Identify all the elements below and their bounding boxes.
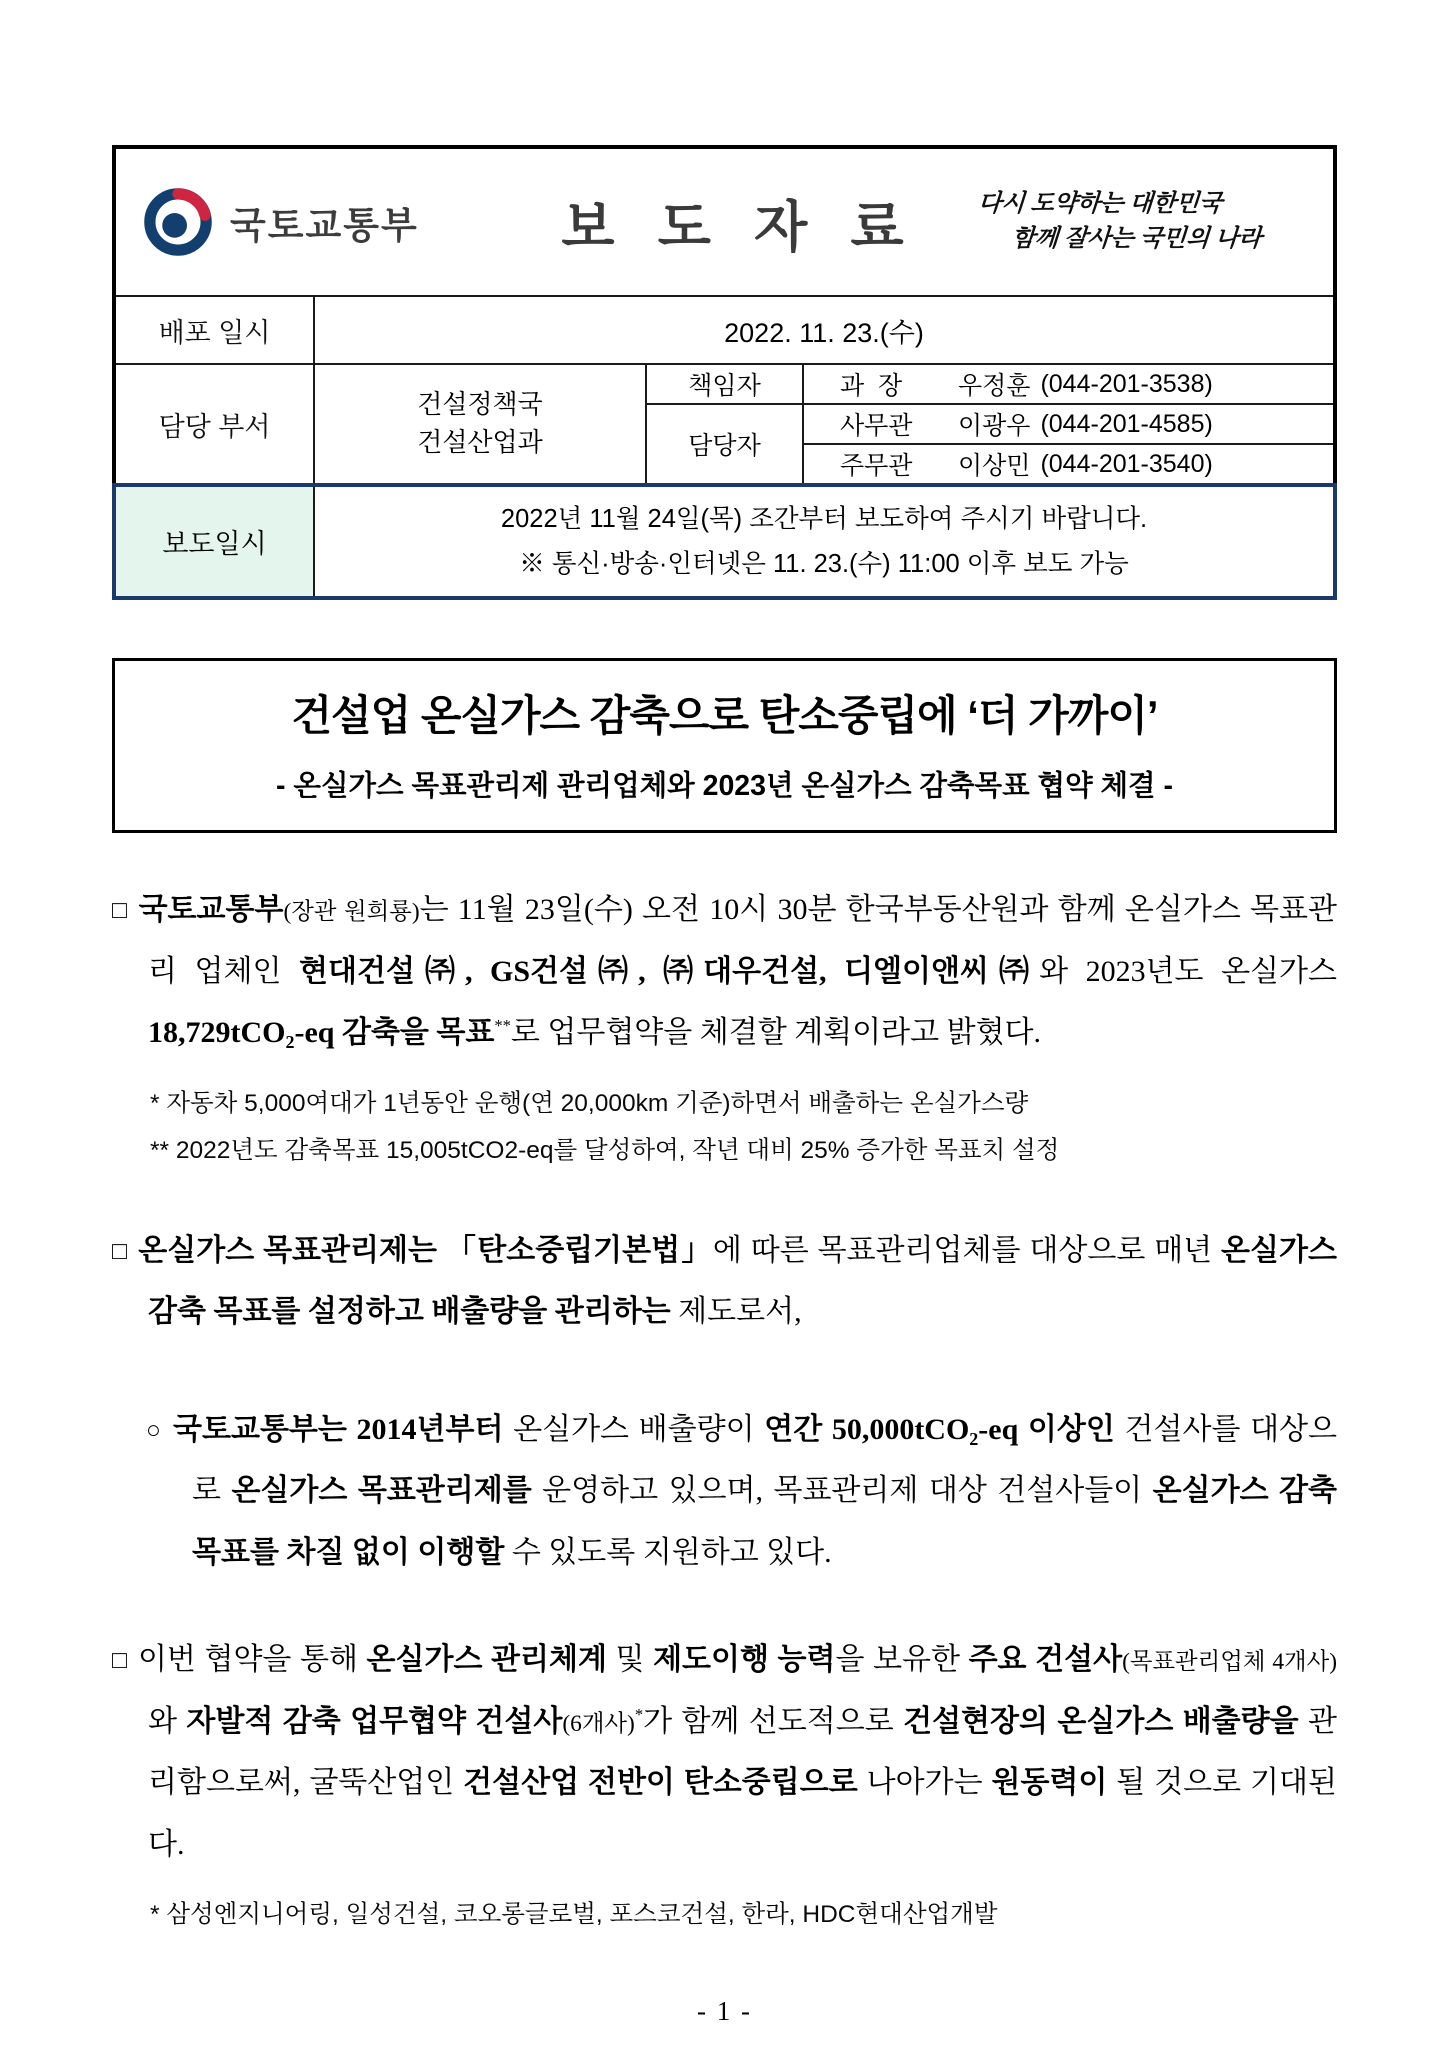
department-division: 건설산업과 (417, 427, 543, 457)
text-run: 와 (148, 1704, 187, 1738)
text-run: 나아가는 (857, 1766, 992, 1800)
text-run: 건설사를 대상으로 (192, 1412, 1338, 1508)
dispatch-date-label: 배포 일시 (116, 297, 313, 363)
text-run: 온실가스 감축 목표를 설정하고 배출량을 관리하는 (148, 1233, 1337, 1329)
release-date-value (315, 487, 1333, 596)
text-run: 로 업무협약을 체결할 계획이라고 밝혔다. (510, 1016, 1042, 1050)
circle-bullet-marker: ○ (146, 1416, 163, 1444)
molit-taegeuk-icon (142, 186, 214, 258)
text-run: 연간 50,000tCO₂-eq 이상인 (764, 1412, 1115, 1446)
contact-position: 과 장 (840, 372, 903, 400)
text-run: * (634, 1704, 644, 1724)
text-run: 을 보유한 (835, 1643, 969, 1677)
text-run: 와 2023년도 온실가스 (1039, 954, 1337, 988)
slogan-line1: 다시 도약하는 대한민국 (977, 191, 1223, 218)
paragraph (112, 1220, 1337, 1343)
contact-row (804, 365, 1333, 403)
text-run: 가 함께 선도적으로 (643, 1704, 904, 1738)
square-bullet-marker: □ (112, 1237, 129, 1265)
contact-position: 주무관 (840, 452, 913, 480)
contact-position: 사무관 (840, 412, 913, 440)
contact-phone: (044-201-3540) (1040, 449, 1213, 478)
text-run: 「탄소중립기본법」 (445, 1233, 713, 1267)
square-bullet-marker: □ (112, 897, 129, 925)
footnote-block (112, 1080, 1337, 1174)
square-bullet-marker: □ (112, 1647, 128, 1675)
paragraph (112, 1629, 1337, 1875)
text-run: ** (494, 1016, 511, 1036)
footnote-line: * 자동차 5,000여대가 1년동안 운행(연 20,000km 기준)하면서 배출하는 온실가스량 (150, 1089, 1029, 1117)
paragraph (112, 879, 1337, 1064)
text-run: 온실가스 관리체계 (366, 1643, 607, 1677)
text-run: (6개사) (562, 1710, 635, 1737)
manager-role-label: 책임자 (647, 365, 802, 403)
text-run: 18,729tCO₂-eq 감축을 목표 (148, 1016, 495, 1050)
text-run: (장관 원희룡) (283, 899, 420, 926)
release-embargo-note: ※ 통신·방송·인터넷은 11. 23.(수) 11:00 이후 보도 가능 (519, 549, 1129, 578)
footnote-line: * 삼성엔지니어링, 일성건설, 코오롱글로벌, 포스코건설, 한라, HDC현대산업개발 (150, 1901, 998, 1929)
text-run: 차질 없이 이행할 (278, 1535, 505, 1569)
text-run: (목표관리업체 4개사) (1122, 1649, 1338, 1676)
contact-name: 이상민 (958, 452, 1031, 480)
text-run: 건설산업 전반이 탄소중립으로 (463, 1766, 858, 1800)
text-run: 온실가스 배출량이 (503, 1412, 765, 1446)
text-run: 자발적 감축 업무협약 건설사 (186, 1704, 563, 1738)
contact-name: 우정훈 (958, 372, 1031, 400)
ministry-logo (142, 186, 502, 258)
contact-name: 이광우 (958, 412, 1031, 440)
staff-role-label: 담당자 (647, 405, 802, 483)
text-run: 주요 건설사 (968, 1643, 1123, 1677)
release-date-label: 보도일시 (116, 487, 313, 596)
text-run: 국토교통부 (138, 893, 284, 927)
press-release-page (112, 0, 1337, 2027)
text-run: 현대건설㈜, GS건설㈜, ㈜대우건설, 디엘이앤씨㈜ (299, 954, 1040, 988)
ministry-name: 국토교통부 (230, 205, 419, 246)
text-run: 원동력이 (991, 1766, 1108, 1800)
text-run: 관리함으로써, 굴뚝산업인 (148, 1704, 1338, 1800)
department-value (315, 365, 645, 483)
body-paragraphs (112, 879, 1337, 1938)
department-label: 담당 부서 (116, 365, 313, 483)
text-run: 될 것으로 기대된다. (148, 1766, 1337, 1861)
dispatch-date-value: 2022. 11. 23.(수) (315, 297, 1333, 363)
text-run: 온실가스 감축목표를 (192, 1474, 1337, 1569)
department-bureau: 건설정책국 (417, 389, 543, 420)
text-run: 에 따른 목표관리업체를 대상으로 매년 (712, 1233, 1222, 1267)
headline-box (112, 658, 1337, 833)
press-header-table (112, 145, 1337, 600)
text-run: 제도로서, (670, 1295, 802, 1329)
contact-row (804, 445, 1333, 483)
text-run: 국토교통부는 2014년부터 (173, 1412, 504, 1446)
contact-row (804, 405, 1333, 443)
paragraph (112, 1399, 1337, 1584)
release-instruction: 2022년 11월 24일(목) 조간부터 보도하여 주시기 바랍니다. (500, 505, 1148, 533)
text-run: 제도이행 능력 (653, 1643, 836, 1677)
headline-title: 건설업 온실가스 감축으로 탄소중립에 ‘더 가까이’ (291, 692, 1158, 740)
text-run: 운영하고 있으며, 목표관리제 대상 건설사들이 (531, 1474, 1153, 1508)
government-slogan (975, 187, 1310, 257)
text-run: 이번 협약을 통해 (137, 1643, 367, 1677)
text-run: 온실가스 목표관리제는 (138, 1233, 446, 1267)
info-grid (116, 297, 1333, 483)
page-number: - 1 - (697, 1996, 752, 2027)
release-schedule-row (112, 483, 1337, 600)
footnote-block (112, 1891, 1337, 1938)
text-run: 건설현장의 온실가스 배출량을 (903, 1704, 1299, 1738)
footnote-line: ** 2022년도 감축목표 15,005tCO2-eq를 달성하여, 작년 대비 25% 증가한 목표치 설정 (150, 1136, 1060, 1164)
text-run: 수 있도록 지원하고 있다. (504, 1535, 832, 1569)
text-run: 온실가스 목표관리제를 (231, 1474, 532, 1508)
masthead (116, 149, 1333, 297)
slogan-line2: 함께 잘사는 국민의 나라 (1010, 226, 1263, 252)
headline-subtitle: - 온실가스 목표관리제 관리업체와 2023년 온실가스 감축목표 협약 체결 - (276, 770, 1173, 803)
text-run: 및 (606, 1643, 654, 1677)
contact-phone: (044-201-4585) (1040, 409, 1213, 438)
doc-type-title: 보 도 자 료 (561, 195, 918, 258)
contact-phone: (044-201-3538) (1040, 369, 1213, 398)
text-run: 는 11월 23일(수) 오전 10시 30분 한국부동산원과 함께 온실가스 목표관리 업체인 (148, 893, 1337, 988)
